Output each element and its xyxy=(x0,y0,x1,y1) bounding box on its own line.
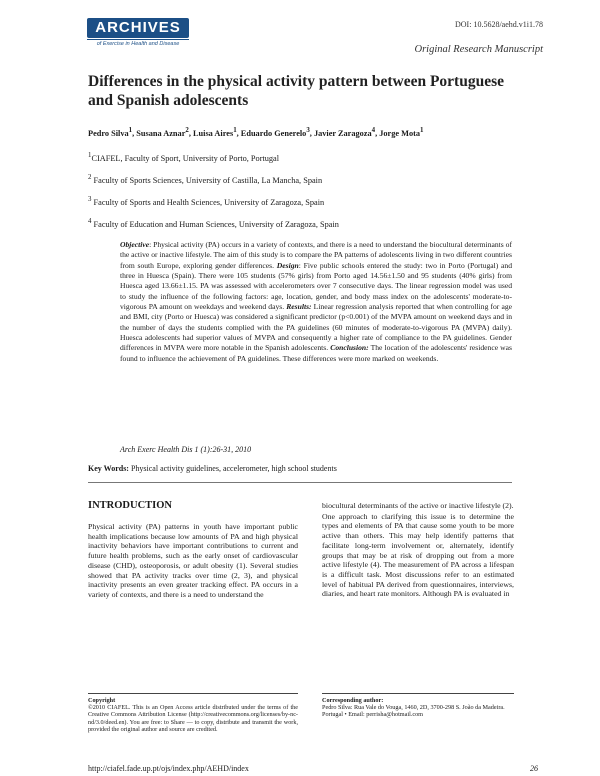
page-number: 26 xyxy=(530,764,538,773)
author-sup: 4 xyxy=(371,127,376,134)
paper-title: Differences in the physical activity pattern between Portuguese and Spanish adolescents xyxy=(88,73,504,109)
author-sup: 3 xyxy=(306,127,310,134)
abstract-conclusion-label: Conclusion: xyxy=(330,343,369,353)
introduction-heading: INTRODUCTION xyxy=(88,500,173,511)
affiliation-sup: 4 xyxy=(88,218,92,225)
abstract-conclusion-text: The location of the adolescents' residence was found to influence the achievement of PA guidelines. These differences were more marked on weekends. xyxy=(120,343,512,363)
abstract-design-text: : Five public schools entered the study: two in Porto (Portugal) and three in Huesca (Spain). There were 105 students (57% girls) from Porto aged 14.56±1.50 and 95 students (40% girls) from Huesca aged 13.66±1.15. PA was assessed with accelerometers over 7 consecutive days. The linear regression model was used to study the influence of the following factors: age, location, gender, and body mass index on the adolescents' moderate-to-vigorous PA amount on weekdays and weekend days. xyxy=(120,260,513,312)
corresponding-note xyxy=(322,697,514,719)
journal-url[interactable]: http://ciafel.fade.up.pt/ojs/index.php/AEHD/index xyxy=(88,764,249,773)
copyright-note xyxy=(88,697,298,733)
introduction-col2-paragraph: One approach to clarifying this issue is to determine the types and elements of PA that cause some youth to be more active than others. This may help identify patterns that facilitate long-term involvement or, alternately, identify groups that may be at risk of dropping out from a more active lifestyle (4). The measurement of PA across a lifespan is a difficult task. Most discussions refer to an estimated level of habitual PA derived from questionnaires, interviews, diaries, and heart rate monitors. Although PA is evaluated in xyxy=(322,511,514,599)
author: Jorge Mota xyxy=(379,128,421,138)
affiliation-text: CIAFEL, Faculty of Sport, University of Porto, Portugal xyxy=(91,153,280,163)
affiliation-text: Faculty of Education and Human Sciences, University of Zaragoza, Spain xyxy=(91,219,339,229)
introduction-column-1: Physical activity (PA) patterns in youth have important public health implications because low amounts of PA and high physical inactivity behaviors have important contributions to current and future health problems, such as the early onset of cardiovascular disease (CHD), osteoporosis, or adult obesity (1). Several studies showed that PA activity tracks over time (2, 3), and physical inactivity presents an even greater tracking effect. PA occurs in a variety of contexts, and there is a need to understand the xyxy=(88,522,298,599)
introduction-col2-paragraph: biocultural determinants of the active or inactive lifestyle (2). xyxy=(322,501,514,510)
abstract-objective-text: : Physical activity (PA) occurs in a variety of contexts, and there is a need to understand the biocultural determinants of the active or inactive lifestyle. The aim of this study is to compare the PA patterns of adolescents living in two different countries from south Europe, exploring gender differences. xyxy=(120,240,512,270)
keywords xyxy=(88,464,337,473)
author-sup: 2 xyxy=(185,127,189,134)
copyright-heading: Copyright xyxy=(88,697,116,704)
author: Javier Zaragoza xyxy=(313,128,372,138)
doi: DOI: 10.5628/aehd.v1i1.78 xyxy=(455,20,543,29)
abstract-results-text: Linear regression analysis reported that when controlling for age and BMI, city (Porto or Huesca) was considered a significant predictor (p<0.001) of the MVPA amount on weekend days and in the number of days the students complied with the PA guidelines (60 minutes of moderate-to-vigorous PA (MVPA) daily). Huesca adolescents had superior values of MVPA and consequently a higher rate of compliance to the PA guidelines. Gender differences in MVPA were more notable in the Spanish adolescents. xyxy=(120,302,512,353)
author: Eduardo Generelo xyxy=(240,128,307,138)
author: Susana Aznar xyxy=(136,128,186,138)
keywords-label: Key Words: xyxy=(88,464,129,473)
author-sup: 1 xyxy=(233,127,237,134)
copyright-text: ©2010 CIAFEL. This is an Open Access article distributed under the terms of the Creative Commons Attribution License (http://creativecommons.org/licenses/by-nc-nd/3.0/deed.en). You are free: to Share — to copy, distribute and transmit the work, provided the original author and source are credited. xyxy=(88,704,298,733)
keywords-text: Physical activity guidelines, accelerometer, high school students xyxy=(128,464,337,473)
manuscript-type: Original Research Manuscript xyxy=(414,44,543,55)
affiliation-text: Faculty of Sports and Health Sciences, University of Zaragoza, Spain xyxy=(91,197,325,207)
introduction-column-2 xyxy=(322,501,514,599)
affiliation-sup: 2 xyxy=(88,174,92,181)
corresponding-text: Pedro Silva: Rua Vale do Vouga, 1460, 2D, 3700-298 S. João da Madeira. Portugal • Email: perrisha@hotmail.com xyxy=(322,704,505,719)
affiliation-sup: 3 xyxy=(88,196,92,203)
journal-logo xyxy=(87,18,189,52)
logo-subtitle: of Exercise in Health and Disease xyxy=(87,39,189,47)
abstract xyxy=(120,240,512,364)
logo-title: ARCHIVES xyxy=(87,18,189,38)
author: Pedro Silva xyxy=(88,128,129,138)
section-divider xyxy=(88,482,512,483)
affiliation xyxy=(88,152,279,163)
abstract-objective-label: Objective xyxy=(120,240,150,249)
author: Luisa Aires xyxy=(192,128,234,138)
footnote-rule xyxy=(322,693,514,694)
citation: Arch Exerc Health Dis 1 (1):26-31, 2010 xyxy=(120,445,252,454)
affiliation xyxy=(88,218,339,229)
affiliation-sup: 1 xyxy=(88,152,92,159)
author-sup: 1 xyxy=(128,127,133,134)
abstract-results-label: Results: xyxy=(286,302,312,312)
author-list: Pedro Silva$^1$, Susana Aznar$^2$, Luisa Aires$^1$, Eduardo Generelo$^3$, Javier Zaragoza$^4$, Jorge Mota$^1$ xyxy=(88,127,424,138)
footnote-rule xyxy=(88,693,298,694)
corresponding-heading: Corresponding author: xyxy=(322,697,384,704)
affiliation xyxy=(88,174,322,185)
abstract-design-label: Design xyxy=(276,260,299,270)
author-sup: 1 xyxy=(420,127,424,134)
affiliation-text: Faculty of Sports Sciences, University of Castilla, La Mancha, Spain xyxy=(91,175,323,185)
affiliation xyxy=(88,196,324,207)
